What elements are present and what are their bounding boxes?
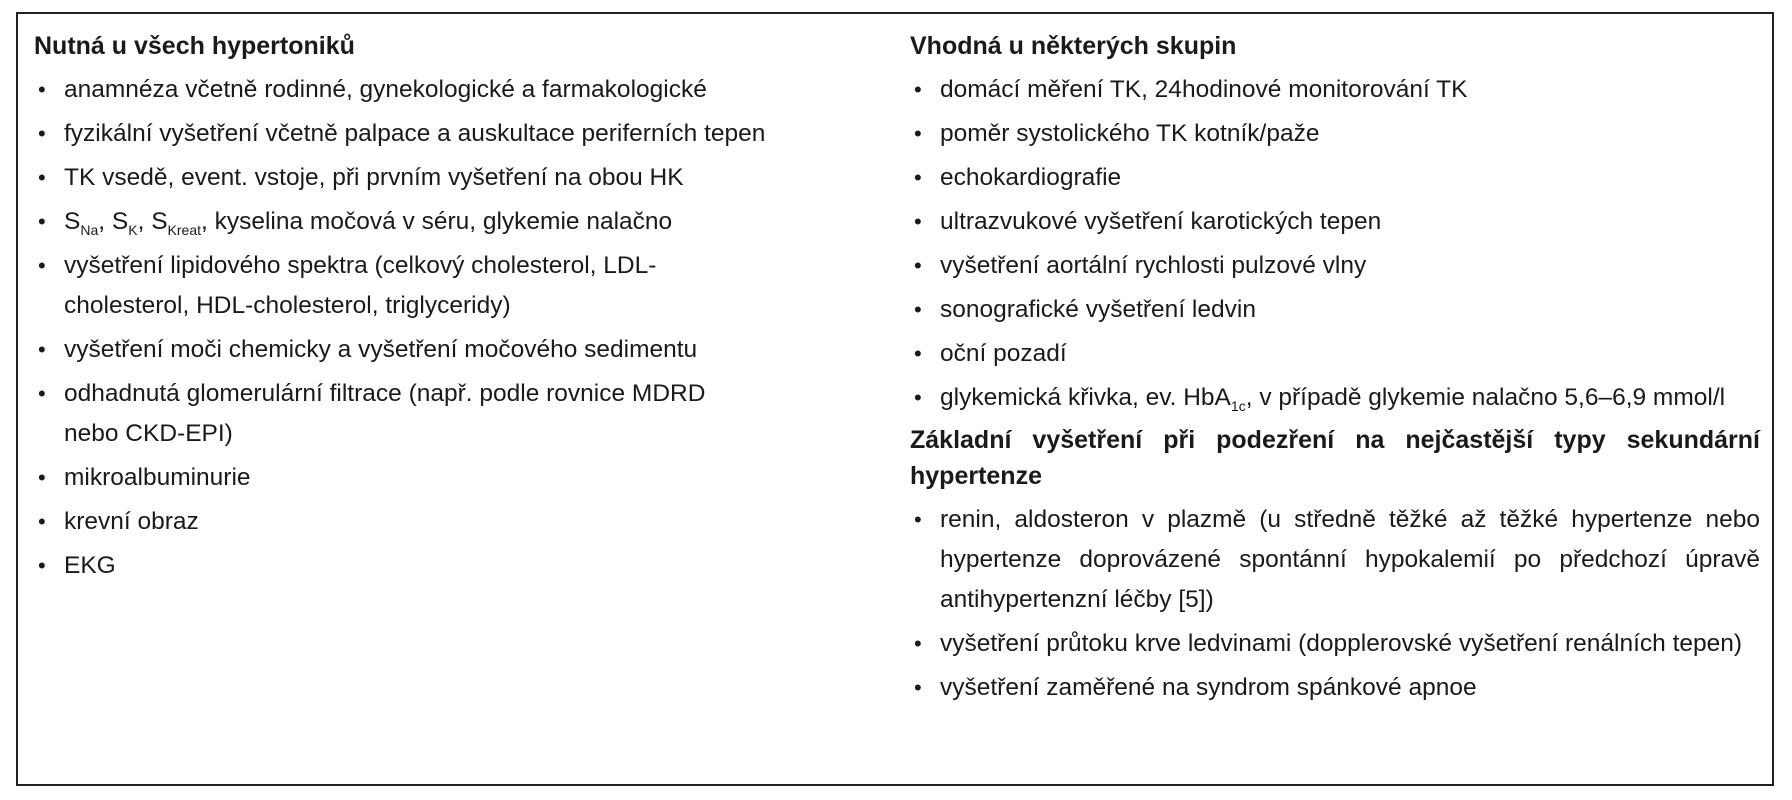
- list-item: • anamnéza včetně rodinné, gynekologické a farmakologické: [34, 70, 904, 110]
- list-item: • glykemická křivka, ev. HbA$_{1c}$, v případě glykemie nalačno 5,6–6,9 mmol/l: [910, 378, 1760, 418]
- table-frame: [16, 12, 1774, 786]
- list-item: • EKG: [34, 546, 904, 586]
- bullet-icon: •: [38, 381, 46, 406]
- right-column: [910, 28, 1760, 712]
- bullet-icon: •: [38, 209, 46, 234]
- secondary-hypertension-list: [910, 500, 1760, 708]
- list-item: • krevní obraz: [34, 502, 904, 542]
- bullet-icon: •: [914, 253, 922, 278]
- list-item: • vyšetření zaměřené na syndrom spánkové apnoe: [910, 668, 1760, 708]
- bullet-icon: •: [38, 553, 46, 578]
- bullet-icon: •: [914, 507, 922, 532]
- bullet-icon: •: [914, 165, 922, 190]
- right-list: [910, 70, 1760, 418]
- list-item: • renin, aldosteron v plazmě (u středně těžké až těžké hypertenze nebo hypertenze doprovázené spontánní hypokalemií po předchozí úpravě antihypertenzní léčby [5]): [910, 500, 1760, 620]
- list-item: • domácí měření TK, 24hodinové monitorování TK: [910, 70, 1760, 110]
- list-item: • oční pozadí: [910, 334, 1760, 374]
- bullet-icon: •: [914, 675, 922, 700]
- list-item: • vyšetření aortální rychlosti pulzové vlny: [910, 246, 1760, 286]
- left-list: [34, 70, 904, 586]
- list-item: • vyšetření moči chemicky a vyšetření močového sedimentu: [34, 330, 904, 370]
- bullet-icon: •: [914, 385, 922, 410]
- list-item: • TK vsedě, event. vstoje, při prvním vyšetření na obou HK: [34, 158, 904, 198]
- bullet-icon: •: [38, 465, 46, 490]
- list-item: • echokardiografie: [910, 158, 1760, 198]
- bullet-icon: •: [914, 77, 922, 102]
- left-heading: Nutná u všech hypertoniků: [34, 32, 355, 60]
- bullet-icon: •: [914, 341, 922, 366]
- bullet-icon: •: [38, 121, 46, 146]
- bullet-icon: •: [914, 121, 922, 146]
- list-item: • odhadnutá glomerulární filtrace (např. podle rovnice MDRD nebo CKD-EPI): [34, 374, 904, 454]
- right-heading: Vhodná u některých skupin: [910, 32, 1237, 60]
- bullet-icon: •: [38, 337, 46, 362]
- list-item: • fyzikální vyšetření včetně palpace a auskultace periferních tepen: [34, 114, 904, 154]
- list-item: • vyšetření průtoku krve ledvinami (dopplerovské vyšetření renálních tepen): [910, 624, 1760, 664]
- list-item: • mikroalbuminurie: [34, 458, 904, 498]
- bullet-icon: •: [914, 209, 922, 234]
- bullet-icon: •: [914, 297, 922, 322]
- list-item: • vyšetření lipidového spektra (celkový cholesterol, LDL-cholesterol, HDL-cholesterol, triglyceridy): [34, 246, 904, 326]
- bullet-icon: •: [38, 77, 46, 102]
- bullet-icon: •: [38, 509, 46, 534]
- bullet-icon: •: [914, 631, 922, 656]
- list-item: • ultrazvukové vyšetření karotických tepen: [910, 202, 1760, 242]
- bullet-icon: •: [38, 253, 46, 278]
- bullet-icon: •: [38, 165, 46, 190]
- list-item: • sonografické vyšetření ledvin: [910, 290, 1760, 330]
- secondary-hypertension-heading: Základní vyšetření při podezření na nejčastější typy sekundární hypertenze: [910, 426, 1760, 490]
- left-column: [34, 28, 904, 590]
- list-item: • $S_{Na}$, $S_K$, $S_{Kreat}$, kyselina močová v séru, glykemie nalačno: [34, 202, 904, 242]
- list-item: • poměr systolického TK kotník/paže: [910, 114, 1760, 154]
